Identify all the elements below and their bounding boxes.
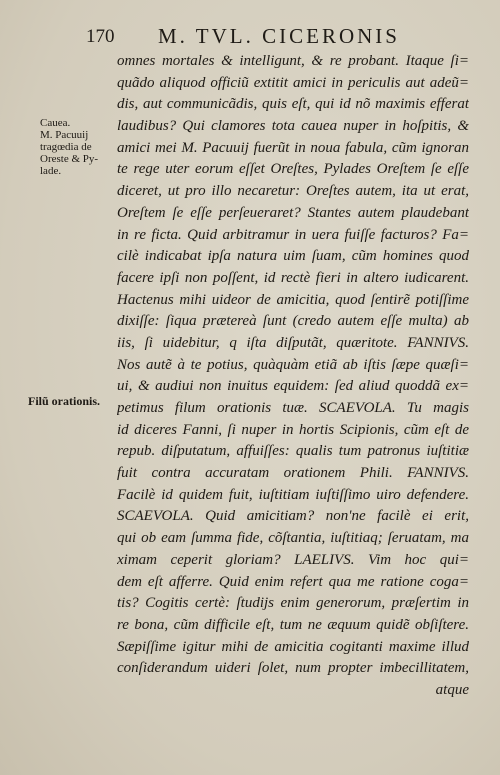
text-line: fuit contra accuratam orationem Phili. FANNIVS. [117,465,469,482]
text-line: Nos autẽ à te potius, quàquàm etiã ab iſtis ſæpe quæſi= [117,356,469,373]
margin-note-line: lade. [40,165,62,177]
margin-note-line: Cauea. [40,117,71,129]
running-title: M. TVL. CICERONIS [158,24,400,48]
text-line: omnes mortales & intelligunt, & re probant. Itaque ſi= [117,53,469,69]
text-line: Hactenus mihi uideor de amicitia, quod ſentirẽ potiſſime [117,291,469,308]
text-line: te rege uter eorum eſſet Oreſtes, Pylades Oreſtem ſe eſſe [117,161,469,178]
text-line: Oreſtem ſe eſſe perſeueraret? Stantes autem plaudebant [117,204,469,221]
text-line: amici mei M. Pacuuij fuerũt in noua fabula, cũm ignoran [117,139,469,156]
text-line: conſiderandum uideri ſolet, num propter imbecillitatem, [117,660,469,677]
text-line: ui, & audiui non inuitus equidem: ſed aliud quoddã ex= [117,378,469,395]
text-line: dixiſſe: ſiqua prætereà ſunt (credo autem eſſe multa) ab [117,313,469,330]
text-line: id diceres Fanni, ſi nuper in hortis Scipionis, cũm eſt de [117,421,469,438]
text-line: Facilè id quidem fuit, iuſtitiam iuſtiſſimo uiro defendere. [117,486,469,503]
text-line: in re ficta. Quid arbitramur in uera fuiſſe facturos? Fa= [117,226,469,243]
text-line: laudibus? Qui clamores tota cauea nuper in hoſpitis, & [117,118,469,135]
margin-note-line: tragœdia de [40,141,92,153]
text-line: dem eſt afferre. Quid enim refert qua me ratione coga= [117,573,469,590]
text-line: ximam ceperit gloriam? LAELIVS. Vim hoc qui= [117,551,469,568]
page-number: 170 [86,26,115,47]
text-line: dis, aut communicãdis, quis eſt, qui id nõ maximis efferat [117,96,469,113]
running-header [86,24,480,50]
text-line: atque [435,681,469,698]
text-line: Sæpiſſime igitur mihi de amicitia cogitanti maxime illud [117,638,469,655]
margin-note-line: M. Pacuuij [40,129,89,141]
text-line: iis, ſi uidebitur, q iſta diſputãt, quæritote. FANNIVS. [117,334,469,351]
text-line: petimus filum orationis tuæ. SCAEVOLA. Tu magis [117,400,469,416]
text-line: quãdo aliquod officiũ extitit amici in periculis aut adeũ= [117,74,469,91]
margin-note-filum: Filũ orationis. [28,394,101,408]
margin-note-cauea [40,117,116,177]
text-line: qui ob eam ſumma fide, cõſtantia, iuſtitiaq; ſeruatam, ma [117,530,469,547]
text-line: cilè indicabat ipſa natura uim ſuam, cũm homines quod [117,248,469,265]
body-text [117,51,469,702]
text-line: diceret, ut pro illo necaretur: Oreſtes autem, ita ut erat, [117,183,469,200]
text-line: repub. diſputatum, affuiſſes: qualis tum patronus iuſtitiæ [117,443,469,460]
text-line: SCAEVOLA. Quid amicitiam? non'ne facilè ei erit, [117,508,469,525]
text-line: re bona, cũm difficile eſt, tum ne æquum quidẽ obſiſtere. [117,616,469,633]
text-line: tis? Cogitis certè: ſtudijs enim generorum, præſertim in [117,595,469,612]
text-line: facere ipſi non poſſent, id rectè fieri in altero iudicarent. [117,269,469,286]
margin-note-line: Oreste & Py- [40,153,99,165]
